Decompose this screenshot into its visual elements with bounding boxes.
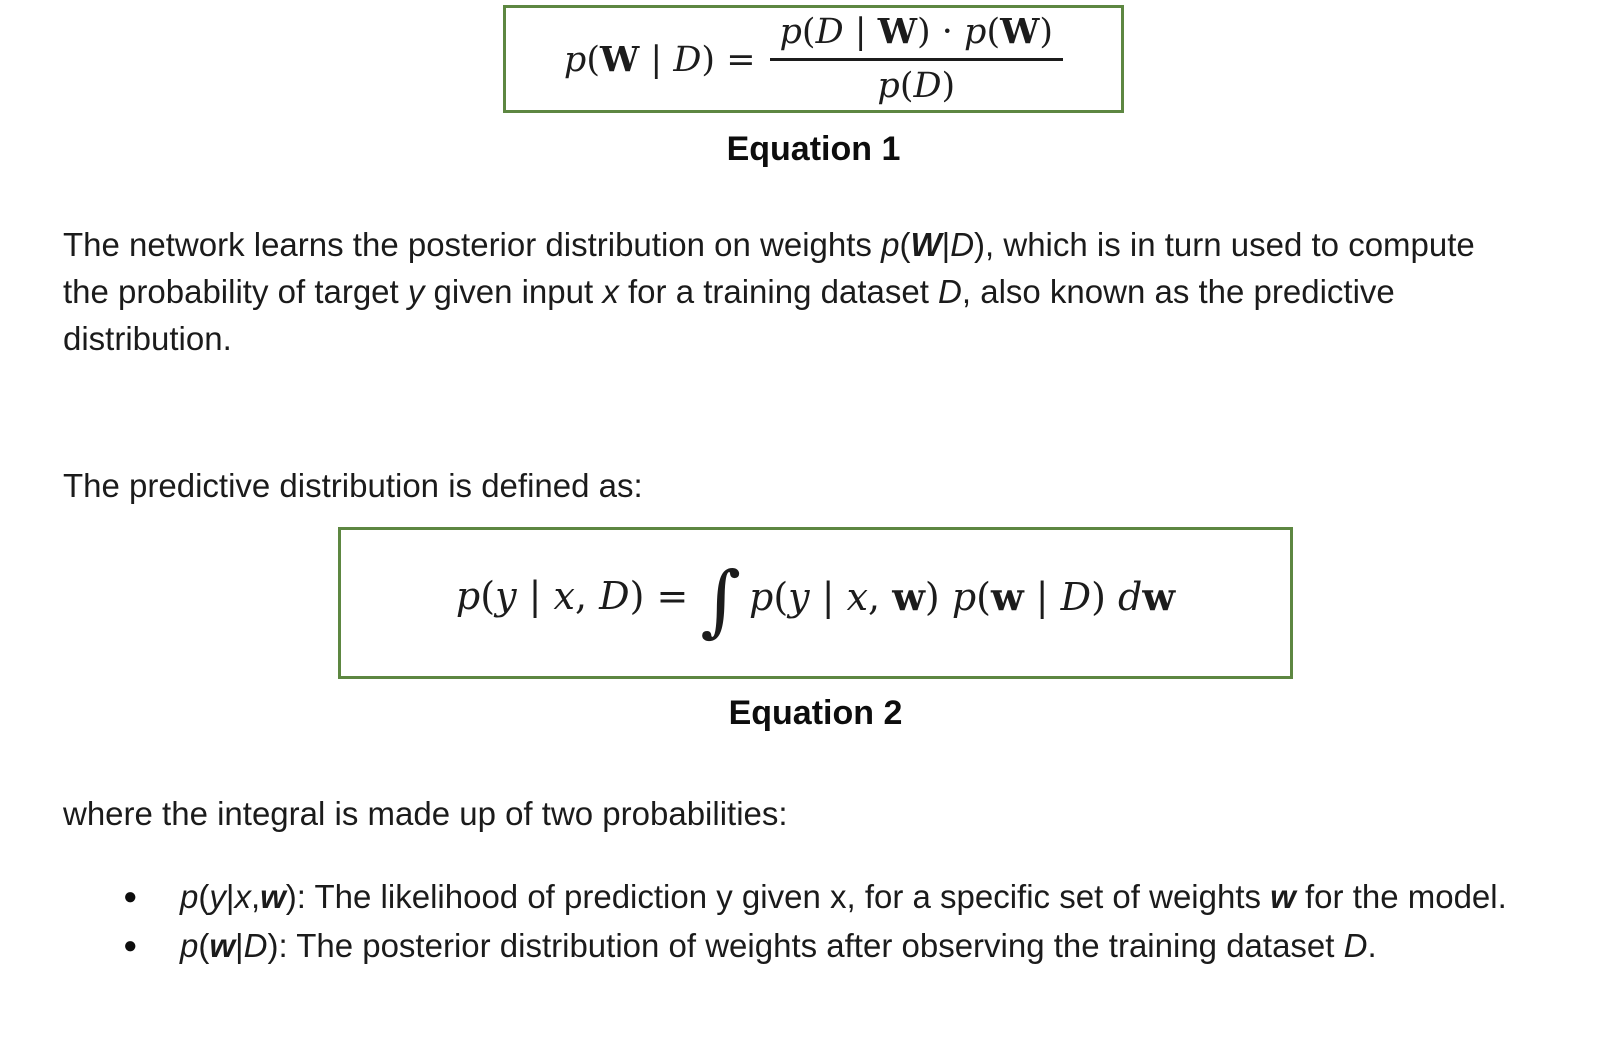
fraction-denominator: p(D) <box>877 65 956 106</box>
bullet-item-likelihood <box>63 872 1533 921</box>
bullet-list <box>63 872 1533 970</box>
equation2-integrand: p(y | x, w) p(w | D) dw <box>748 573 1176 619</box>
equation1-lhs: p(W | D) = <box>563 38 756 80</box>
bullet-text: p(w|D): The posterior distribution of weights after observing the training dataset D. <box>180 927 1377 964</box>
intro-paragraph: The network learns the posterior distribution on weights p(W|D), which is in turn used to compute the probability of target y given input x for a training dataset D, also known as the predictive distribution. <box>63 226 1475 357</box>
where-line: where the integral is made up of two probabilities: <box>63 795 788 832</box>
equation2-box <box>338 527 1293 679</box>
equation2-formula <box>455 555 1176 646</box>
equation2-caption: Equation 2 <box>728 694 903 732</box>
predictive-definition-line: The predictive distribution is defined as: <box>63 467 643 504</box>
equation1-box <box>503 5 1124 113</box>
bullet-icon: ● <box>123 932 138 959</box>
equation2-lhs: p(y | x, D) = <box>455 574 689 618</box>
bullet-item-posterior <box>63 921 1533 970</box>
bullet-text: p(y|x,w): The likelihood of prediction y given x, for a specific set of weights w for the model. <box>180 878 1507 915</box>
equation1-formula <box>564 12 1063 106</box>
fraction-numerator: p(D | W) · p(W) <box>770 12 1064 60</box>
integral-icon: ∫ <box>700 555 741 646</box>
equation1-fraction <box>770 12 1064 106</box>
bullet-icon: ● <box>123 883 138 910</box>
equation1-caption: Equation 1 <box>726 130 901 168</box>
